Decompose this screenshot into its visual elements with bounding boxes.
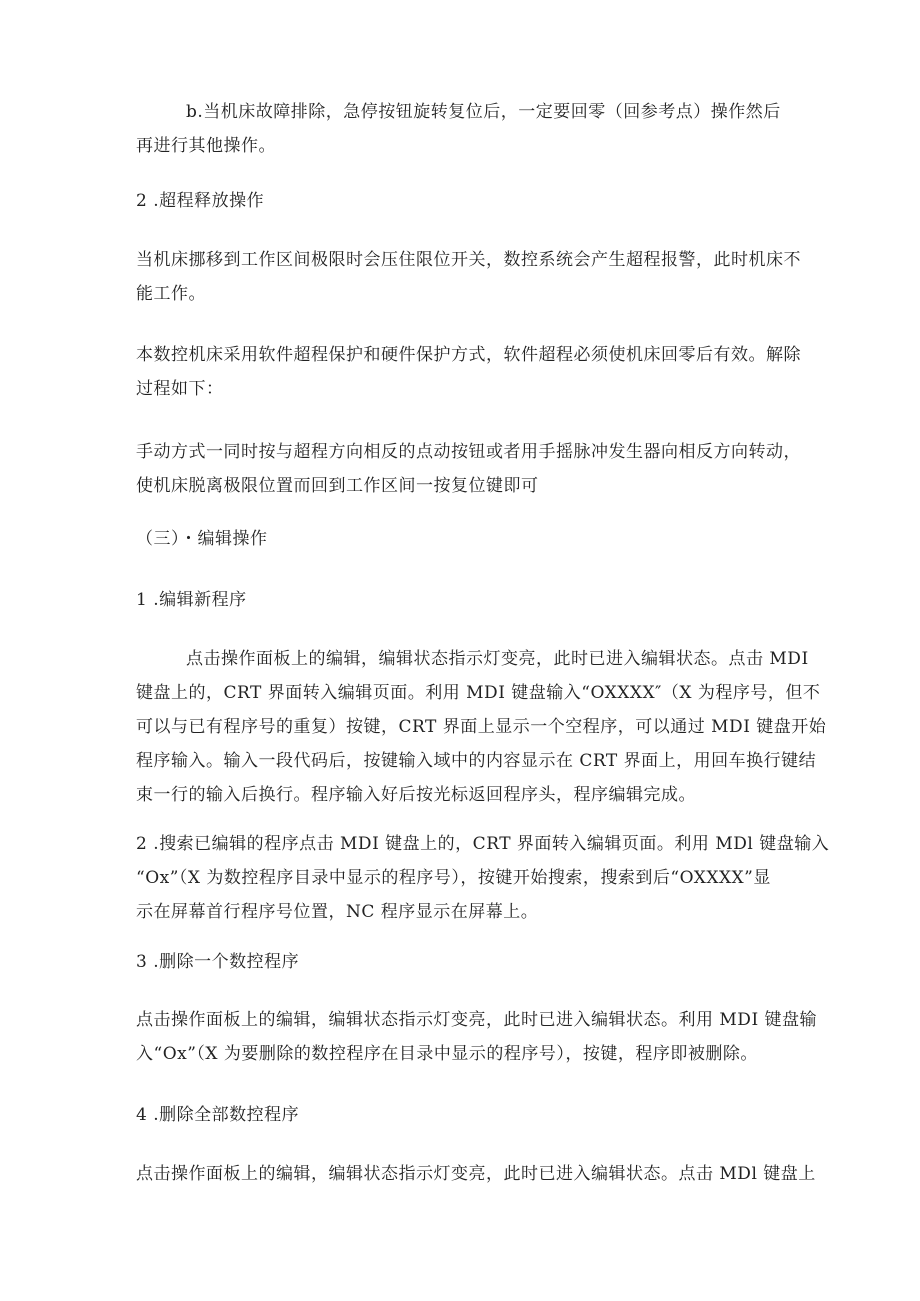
- text-line: 本数控机床采用软件超程保护和硬件保护方式，软件超程必须使机床回零后有效。解除: [136, 345, 801, 365]
- text-line: 键盘上的，CRT 界面转入编辑页面。利用 MDI 键盘输入“OXXXX″（X 为程序号，但不: [136, 683, 821, 703]
- text-line: 点击操作面板上的编辑，编辑状态指示灯变亮，此时已进入编辑状态。点击 MDI: [186, 649, 809, 669]
- text-line: 过程如下：: [136, 379, 224, 399]
- text-line: 束一行的输入后换行。程序输入好后按光标返回程序头，程序编辑完成。: [136, 785, 696, 805]
- text-line: 手动方式一同时按与超程方向相反的点动按钮或者用手摇脉冲发生器向相反方向转动，: [136, 442, 801, 462]
- section-heading: （三）・编辑操作: [136, 529, 268, 549]
- text-line: 当机床挪移到工作区间极限时会压住限位开关，数控系统会产生超程报警，此时机床不: [136, 250, 801, 270]
- section-heading: 1 .编辑新程序: [136, 590, 247, 610]
- section-heading: 3 .删除一个数控程序: [136, 952, 300, 972]
- paragraph-overtravel-alarm: [136, 243, 801, 311]
- section-heading: 4 .删除全部数控程序: [136, 1105, 300, 1125]
- heading-edit-operations: [136, 522, 786, 556]
- paragraph-edit-new-program: [136, 642, 827, 812]
- text-line: 点击操作面板上的编辑，编辑状态指示灯变亮，此时已进入编辑状态。利用 MDI 键盘输: [136, 1010, 818, 1030]
- paragraph-reset-note: [136, 95, 786, 163]
- text-line: 使机床脱离极限位置而回到工作区间一按复位键即可: [136, 476, 539, 496]
- paragraph-protection-modes: [136, 338, 801, 406]
- section-heading: 2 .超程释放操作: [136, 191, 265, 211]
- heading-delete-all-programs: [136, 1098, 786, 1132]
- text-line: 再进行其他操作。: [136, 136, 276, 156]
- paragraph-delete-one-program: [136, 1003, 818, 1071]
- text-line: “Ox”（X 为数控程序目录中显示的程序号），按键开始搜索，搜索到后“OXXXX”显: [136, 868, 771, 888]
- text-line: 能工作。: [136, 284, 206, 304]
- text-line: 2 .搜索已编辑的程序点击 MDI 键盘上的，CRT 界面转入编辑页面。利用 MDl 键盘输入: [136, 834, 830, 854]
- paragraph-search-program: [136, 827, 830, 929]
- heading-delete-one-program: [136, 945, 786, 979]
- text-line: 点击操作面板上的编辑，编辑状态指示灯变亮，此时已进入编辑状态。点击 MDl 键盘上: [136, 1164, 816, 1184]
- heading-overtravel-release: [136, 184, 786, 218]
- text-line: b.当机床故障排除，急停按钮旋转复位后，一定要回零（回参考点）操作然后: [186, 102, 781, 122]
- heading-edit-new-program: [136, 583, 786, 617]
- text-line: 示在屏幕首行程序号位置，NC 程序显示在屏幕上。: [136, 902, 539, 922]
- text-line: 可以与已有程序号的重复）按键，CRT 界面上显示一个空程序，可以通过 MDI 键盘开始: [136, 717, 827, 737]
- paragraph-release-steps: [136, 435, 801, 503]
- text-line: 程序输入。输入一段代码后，按键输入域中的内容显示在 CRT 界面上，用回车换行键结: [136, 751, 817, 771]
- text-line: 入“Ox”（X 为要删除的数控程序在目录中显示的程序号），按键，程序即被删除。: [136, 1044, 758, 1064]
- paragraph-delete-all-programs: [136, 1157, 816, 1191]
